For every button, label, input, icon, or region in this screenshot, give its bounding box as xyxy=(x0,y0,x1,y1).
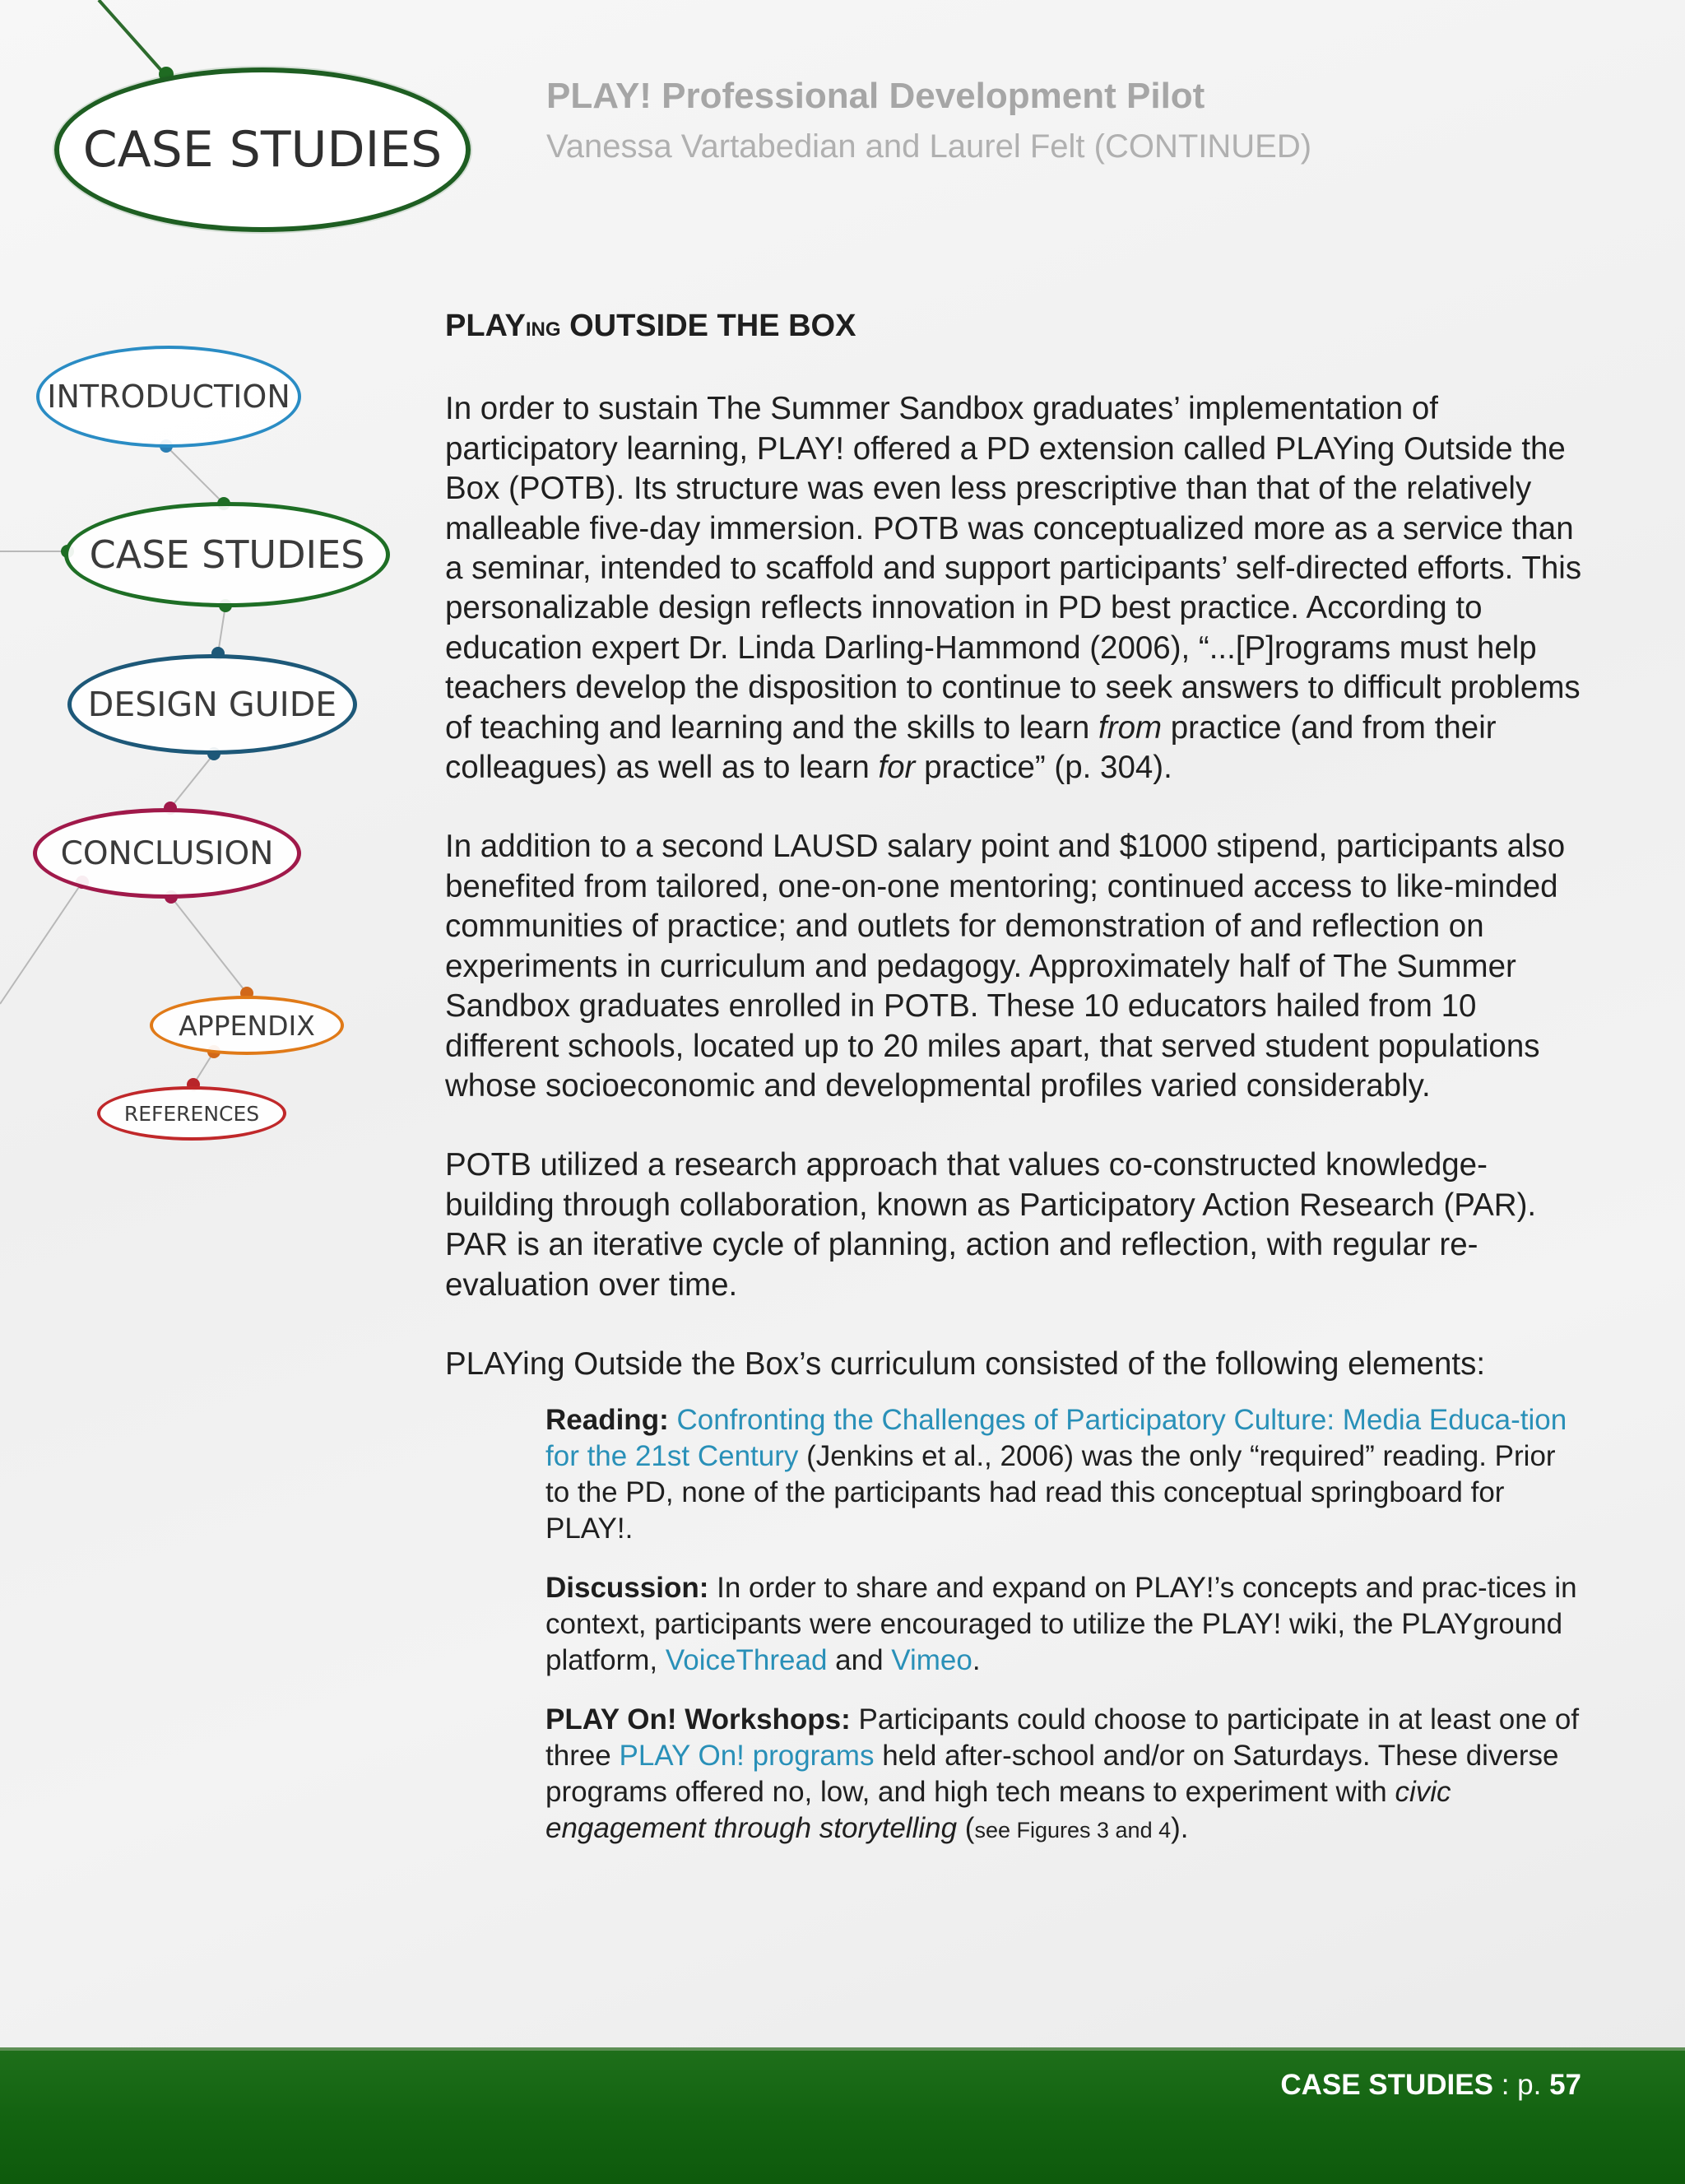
workshops-paren-close: ). xyxy=(1171,1812,1189,1845)
element-workshops xyxy=(545,1702,1586,1848)
page-number: 57 xyxy=(1549,2069,1581,2101)
case-studies-badge: CASE STUDIES xyxy=(54,67,471,232)
page-title: PLAY! Professional Development Pilot xyxy=(546,76,1205,116)
footer-section: CASE STUDIES xyxy=(1280,2069,1493,2101)
play-on-programs-link[interactable]: PLAY On! programs xyxy=(619,1740,875,1773)
paragraph-3: POTB utilized a research approach that values co-constructed knowledge-building through collaboration, known as Participatory Action Research (PAR). PAR is an iterative cycle of planning, action and reflection, with regular re-evaluation over time. xyxy=(445,1147,1537,1303)
heading-prefix: PLAY xyxy=(445,309,526,343)
heading-rest: OUTSIDE THE BOX xyxy=(560,309,856,343)
p1-text-b: practice (and from their colleagues) as well as to learn xyxy=(445,709,1497,786)
reading-link[interactable]: Confronting the Challenges of Participatory Culture: Media Educa-tion for the 21st Century xyxy=(545,1404,1567,1473)
footer-bar xyxy=(0,2047,1685,2184)
nav-case-studies[interactable]: CASE STUDIES xyxy=(64,502,390,607)
discussion-text: In order to share and expand on PLAY!’s concepts and prac-tices in context, participants were encouraged to utilize the PLAY! wiki, the PLAYground platform, xyxy=(545,1572,1577,1677)
figure-reference: see Figures 3 and 4 xyxy=(974,1818,1172,1843)
heading-smallcaps: ING xyxy=(525,318,561,341)
p1-emphasis-for: for xyxy=(878,750,916,786)
nav-design-guide[interactable]: DESIGN GUIDE xyxy=(67,654,357,755)
nav-appendix[interactable]: APPENDIX xyxy=(150,996,344,1055)
workshops-text-2: held after-school and/or on Saturdays. These diverse programs offered no, low, and high tech means to experiment with xyxy=(545,1740,1559,1809)
page-subtitle: Vanessa Vartabedian and Laurel Felt (CONTINUED) xyxy=(546,128,1312,165)
element-discussion xyxy=(545,1570,1586,1679)
workshops-label: PLAY On! Workshops: xyxy=(545,1703,851,1736)
element-reading xyxy=(545,1402,1586,1547)
p1-emphasis-from: from xyxy=(1098,709,1163,746)
footer-separator: : p. xyxy=(1492,2069,1550,2101)
article-body xyxy=(445,306,1589,1871)
nav-references[interactable]: REFERENCES xyxy=(97,1086,286,1141)
workshops-text: Participants could choose to participate in at least one of three xyxy=(545,1703,1580,1773)
voicethread-link[interactable]: VoiceThread xyxy=(665,1644,828,1677)
discussion-and: and xyxy=(827,1644,892,1677)
reading-label: Reading: xyxy=(545,1404,669,1437)
discussion-label: Discussion: xyxy=(545,1572,709,1605)
reading-text: (Jenkins et al., 2006) was the only “required” reading. Prior to the PD, none of the participants had read this conceptual springboard for PLAY!. xyxy=(545,1440,1556,1545)
vimeo-link[interactable]: Vimeo xyxy=(891,1644,972,1677)
p1-text-c: practice” (p. 304). xyxy=(915,750,1172,786)
section-heading xyxy=(445,306,1589,350)
nav-conclusion[interactable]: CONCLUSION xyxy=(33,808,301,899)
workshops-paren-open: ( xyxy=(957,1812,975,1845)
curriculum-elements xyxy=(545,1402,1586,1848)
page-footer-label xyxy=(1280,2069,1581,2102)
workshops-emphasis: civic engagement through storytelling xyxy=(545,1776,1451,1845)
nav-introduction[interactable]: INTRODUCTION xyxy=(36,346,301,448)
paragraph-4: PLAYing Outside the Box’s curriculum consisted of the following elements: xyxy=(445,1345,1486,1382)
p1-text-a: In order to sustain The Summer Sandbox graduates’ implementation of participatory learning, PLAY! offered a PD extension called PLAYing Outside the Box (POTB). Its structure was even less prescriptive than that of the relatively malleable five-day immersion. POTB was conceptualized more as a service than a seminar, intended to scaffold and support participants’ self-directed efforts. This personalizable design reflects innovation in PD best practice. According to education expert Dr. Linda Darling-Hammond (2006), “...[P]rograms must help teachers develop the disposition to continue to seek answers to difficult problems of teaching and learning and the skills to learn xyxy=(445,391,1582,746)
paragraph-2: In addition to a second LAUSD salary point and $1000 stipend, participants also benefited from tailored, one-on-one mentoring; continued access to like-minded communities of practice; and outlets for demonstration of and reflection on experiments in curriculum and pedagogy. Approximately half of The Summer Sandbox graduates enrolled in POTB. These 10 educators hailed from 10 different schools, located up to 20 miles apart, that served student populations whose socioeconomic and developmental profiles varied considerably. xyxy=(445,829,1566,1104)
discussion-end: . xyxy=(972,1644,981,1677)
paragraph-1 xyxy=(445,389,1589,788)
